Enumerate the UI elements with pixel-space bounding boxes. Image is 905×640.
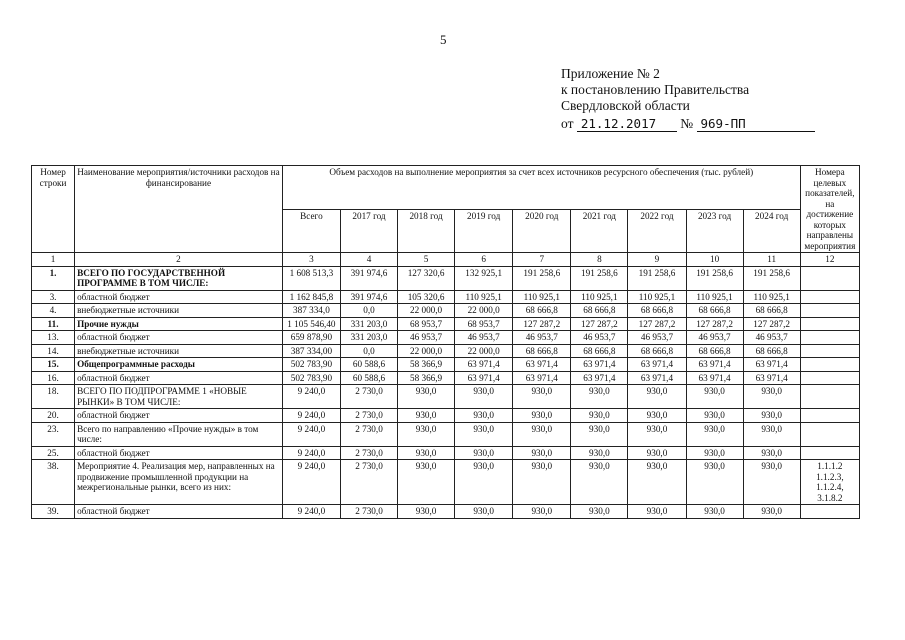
column-number: 5 (398, 253, 455, 267)
value-year: 930,0 (571, 505, 628, 519)
value-year: 63 971,4 (628, 358, 686, 372)
target-indicators (800, 331, 859, 345)
value-year: 930,0 (513, 505, 571, 519)
header-year: 2020 год (513, 209, 571, 253)
row-name: областной бюджет (75, 409, 283, 423)
header-year: 2018 год (398, 209, 455, 253)
column-number: 1 (32, 253, 75, 267)
value-total: 502 783,90 (282, 371, 340, 385)
value-year: 930,0 (513, 446, 571, 460)
value-year: 930,0 (628, 422, 686, 446)
value-year: 127 320,6 (398, 266, 455, 290)
header-volume: Объем расходов на выполнение мероприятия за счет всех источников ресурсного обеспечения (тыс. рублей) (282, 166, 800, 210)
value-year: 110 925,1 (455, 290, 513, 304)
value-year: 46 953,7 (628, 331, 686, 345)
row-number: 15. (32, 358, 75, 372)
value-year: 127 287,2 (743, 317, 800, 331)
table-row (32, 331, 860, 345)
value-year: 68 953,7 (398, 317, 455, 331)
value-year: 391 974,6 (340, 290, 397, 304)
value-year: 22 000,0 (398, 304, 455, 318)
column-numbers-row (32, 253, 860, 267)
value-year: 110 925,1 (513, 290, 571, 304)
value-year: 63 971,4 (455, 358, 513, 372)
header-year: 2023 год (686, 209, 743, 253)
table-row (32, 446, 860, 460)
value-year: 2 730,0 (340, 422, 397, 446)
header-targets: Номера целевых показателей, на достижение которых направлены мероприятия (800, 166, 859, 253)
value-total: 9 240,0 (282, 505, 340, 519)
page-number: 5 (440, 32, 447, 47)
value-total: 387 334,0 (282, 304, 340, 318)
value-year: 930,0 (571, 385, 628, 409)
value-year: 110 925,1 (571, 290, 628, 304)
value-year: 2 730,0 (340, 446, 397, 460)
column-number: 11 (743, 253, 800, 267)
value-year: 22 000,0 (398, 344, 455, 358)
header-year: 2022 год (628, 209, 686, 253)
table-row (32, 385, 860, 409)
value-year: 110 925,1 (628, 290, 686, 304)
value-year: 110 925,1 (686, 290, 743, 304)
value-year: 110 925,1 (743, 290, 800, 304)
value-year: 930,0 (686, 409, 743, 423)
value-year: 930,0 (743, 460, 800, 505)
from-label: от (561, 116, 574, 131)
value-year: 930,0 (686, 505, 743, 519)
value-year: 331 203,0 (340, 331, 397, 345)
value-year: 2 730,0 (340, 460, 397, 505)
value-year: 2 730,0 (340, 409, 397, 423)
number-label: № (680, 116, 694, 131)
value-year: 191 258,6 (743, 266, 800, 290)
value-year: 930,0 (743, 385, 800, 409)
header-row-number: Номер строки (32, 166, 75, 253)
column-number: 3 (282, 253, 340, 267)
value-total: 1 162 845,8 (282, 290, 340, 304)
value-year: 127 287,2 (628, 317, 686, 331)
target-indicators (800, 266, 859, 290)
row-name: Всего по направлению «Прочие нужды» в том числе: (75, 422, 283, 446)
value-year: 930,0 (686, 422, 743, 446)
value-year: 930,0 (455, 409, 513, 423)
value-year: 930,0 (571, 460, 628, 505)
header-row (32, 166, 860, 210)
value-year: 930,0 (455, 446, 513, 460)
value-year: 63 971,4 (571, 358, 628, 372)
value-total: 502 783,90 (282, 358, 340, 372)
column-number: 6 (455, 253, 513, 267)
row-number: 20. (32, 409, 75, 423)
table-row (32, 409, 860, 423)
value-year: 127 287,2 (686, 317, 743, 331)
row-name: областной бюджет (75, 505, 283, 519)
column-number: 8 (571, 253, 628, 267)
value-year: 60 588,6 (340, 371, 397, 385)
value-total: 1 105 546,40 (282, 317, 340, 331)
column-number: 10 (686, 253, 743, 267)
table-row (32, 371, 860, 385)
value-year: 68 666,8 (571, 304, 628, 318)
value-total: 1 608 513,3 (282, 266, 340, 290)
value-year: 46 953,7 (686, 331, 743, 345)
expenditure-table (31, 165, 860, 519)
column-number: 4 (340, 253, 397, 267)
value-year: 68 666,8 (743, 344, 800, 358)
header-year: 2019 год (455, 209, 513, 253)
value-year: 2 730,0 (340, 385, 397, 409)
value-year: 63 971,4 (513, 371, 571, 385)
value-year: 930,0 (513, 422, 571, 446)
target-indicators (800, 446, 859, 460)
table-row (32, 290, 860, 304)
table-row (32, 266, 860, 290)
value-year: 930,0 (513, 385, 571, 409)
value-year: 68 666,8 (628, 344, 686, 358)
value-year: 191 258,6 (628, 266, 686, 290)
row-name: внебюджетные источники (75, 344, 283, 358)
row-name: Мероприятие 4. Реализация мер, направленных на продвижение промышленной продукции на межрегиональные рынки, всего из них: (75, 460, 283, 505)
annex-header (561, 66, 815, 132)
value-total: 9 240,0 (282, 385, 340, 409)
row-name: областной бюджет (75, 331, 283, 345)
row-number: 14. (32, 344, 75, 358)
header-name: Наименование мероприятия/источники расходов на финансирование (75, 166, 283, 253)
row-number: 38. (32, 460, 75, 505)
value-year: 191 258,6 (686, 266, 743, 290)
value-year: 68 666,8 (571, 344, 628, 358)
value-year: 63 971,4 (455, 371, 513, 385)
target-indicators (800, 358, 859, 372)
value-year: 930,0 (398, 460, 455, 505)
value-total: 9 240,0 (282, 460, 340, 505)
value-year: 132 925,1 (455, 266, 513, 290)
value-total: 387 334,00 (282, 344, 340, 358)
value-year: 930,0 (686, 446, 743, 460)
value-year: 930,0 (743, 446, 800, 460)
value-year: 68 953,7 (455, 317, 513, 331)
target-indicators (800, 304, 859, 318)
column-number: 2 (75, 253, 283, 267)
value-year: 0,0 (340, 304, 397, 318)
value-year: 191 258,6 (571, 266, 628, 290)
value-year: 46 953,7 (743, 331, 800, 345)
row-number: 13. (32, 331, 75, 345)
target-indicators (800, 317, 859, 331)
value-year: 68 666,8 (743, 304, 800, 318)
row-name: областной бюджет (75, 446, 283, 460)
value-year: 930,0 (455, 460, 513, 505)
value-year: 930,0 (686, 385, 743, 409)
row-number: 39. (32, 505, 75, 519)
value-year: 68 666,8 (686, 344, 743, 358)
header-total: Всего (282, 209, 340, 253)
value-year: 63 971,4 (686, 358, 743, 372)
target-indicators (800, 422, 859, 446)
value-year: 930,0 (571, 409, 628, 423)
row-number: 18. (32, 385, 75, 409)
table-row (32, 344, 860, 358)
column-number: 9 (628, 253, 686, 267)
value-year: 930,0 (628, 409, 686, 423)
value-year: 930,0 (455, 385, 513, 409)
value-year: 930,0 (628, 446, 686, 460)
value-year: 930,0 (628, 460, 686, 505)
value-year: 68 666,8 (513, 304, 571, 318)
header-year: 2021 год (571, 209, 628, 253)
value-total: 659 878,90 (282, 331, 340, 345)
value-year: 331 203,0 (340, 317, 397, 331)
value-year: 63 971,4 (743, 358, 800, 372)
decree-date: 21.12.2017 (577, 117, 677, 132)
value-year: 127 287,2 (571, 317, 628, 331)
value-year: 68 666,8 (628, 304, 686, 318)
row-number: 23. (32, 422, 75, 446)
value-year: 930,0 (398, 505, 455, 519)
annex-line-3: Свердловской области (561, 98, 690, 113)
value-year: 930,0 (686, 460, 743, 505)
value-year: 68 666,8 (686, 304, 743, 318)
row-name: областной бюджет (75, 371, 283, 385)
value-year: 930,0 (513, 409, 571, 423)
column-number: 7 (513, 253, 571, 267)
row-name: Общепрограммные расходы (75, 358, 283, 372)
row-number: 11. (32, 317, 75, 331)
value-year: 930,0 (398, 409, 455, 423)
value-year: 63 971,4 (686, 371, 743, 385)
value-year: 68 666,8 (513, 344, 571, 358)
row-number: 3. (32, 290, 75, 304)
value-year: 127 287,2 (513, 317, 571, 331)
table-row (32, 422, 860, 446)
row-number: 16. (32, 371, 75, 385)
value-year: 58 366,9 (398, 358, 455, 372)
value-year: 58 366,9 (398, 371, 455, 385)
decree-number: 969-ПП (697, 117, 815, 132)
value-year: 46 953,7 (455, 331, 513, 345)
value-year: 930,0 (398, 446, 455, 460)
table-row (32, 317, 860, 331)
value-total: 9 240,0 (282, 446, 340, 460)
value-year: 22 000,0 (455, 344, 513, 358)
value-year: 930,0 (398, 385, 455, 409)
table-row (32, 460, 860, 505)
value-year: 391 974,6 (340, 266, 397, 290)
value-year: 930,0 (571, 422, 628, 446)
value-year: 930,0 (743, 422, 800, 446)
row-name: областной бюджет (75, 290, 283, 304)
target-indicators (800, 290, 859, 304)
value-year: 22 000,0 (455, 304, 513, 318)
annex-title: Приложение № 2 (561, 66, 660, 81)
target-indicators (800, 385, 859, 409)
value-year: 63 971,4 (628, 371, 686, 385)
value-year: 46 953,7 (398, 331, 455, 345)
table-row (32, 304, 860, 318)
value-year: 191 258,6 (513, 266, 571, 290)
value-year: 930,0 (743, 409, 800, 423)
target-indicators: 1.1.1.2 1.1.2.3, 1.1.2.4, 3.1.8.2 (800, 460, 859, 505)
value-total: 9 240,0 (282, 422, 340, 446)
value-year: 930,0 (628, 505, 686, 519)
target-indicators (800, 505, 859, 519)
value-year: 930,0 (628, 385, 686, 409)
annex-date-line (561, 116, 815, 132)
value-year: 63 971,4 (743, 371, 800, 385)
table-row (32, 505, 860, 519)
row-name: ВСЕГО ПО ГОСУДАРСТВЕННОЙ ПРОГРАММЕ В ТОМ ЧИСЛЕ: (75, 266, 283, 290)
row-name: внебюджетные источники (75, 304, 283, 318)
table-row (32, 358, 860, 372)
value-year: 105 320,6 (398, 290, 455, 304)
value-year: 46 953,7 (571, 331, 628, 345)
value-year: 63 971,4 (513, 358, 571, 372)
column-number: 12 (800, 253, 859, 267)
row-name: Прочие нужды (75, 317, 283, 331)
value-year: 930,0 (513, 460, 571, 505)
value-total: 9 240,0 (282, 409, 340, 423)
target-indicators (800, 409, 859, 423)
value-year: 930,0 (455, 505, 513, 519)
value-year: 60 588,6 (340, 358, 397, 372)
value-year: 2 730,0 (340, 505, 397, 519)
value-year: 930,0 (571, 446, 628, 460)
header-year: 2024 год (743, 209, 800, 253)
value-year: 930,0 (455, 422, 513, 446)
value-year: 930,0 (398, 422, 455, 446)
row-number: 25. (32, 446, 75, 460)
row-number: 4. (32, 304, 75, 318)
annex-line-2: к постановлению Правительства (561, 82, 750, 97)
value-year: 0,0 (340, 344, 397, 358)
value-year: 63 971,4 (571, 371, 628, 385)
header-year: 2017 год (340, 209, 397, 253)
row-number: 1. (32, 266, 75, 290)
target-indicators (800, 344, 859, 358)
target-indicators (800, 371, 859, 385)
value-year: 930,0 (743, 505, 800, 519)
value-year: 46 953,7 (513, 331, 571, 345)
row-name: ВСЕГО ПО ПОДПРОГРАММЕ 1 «НОВЫЕ РЫНКИ» В ТОМ ЧИСЛЕ: (75, 385, 283, 409)
